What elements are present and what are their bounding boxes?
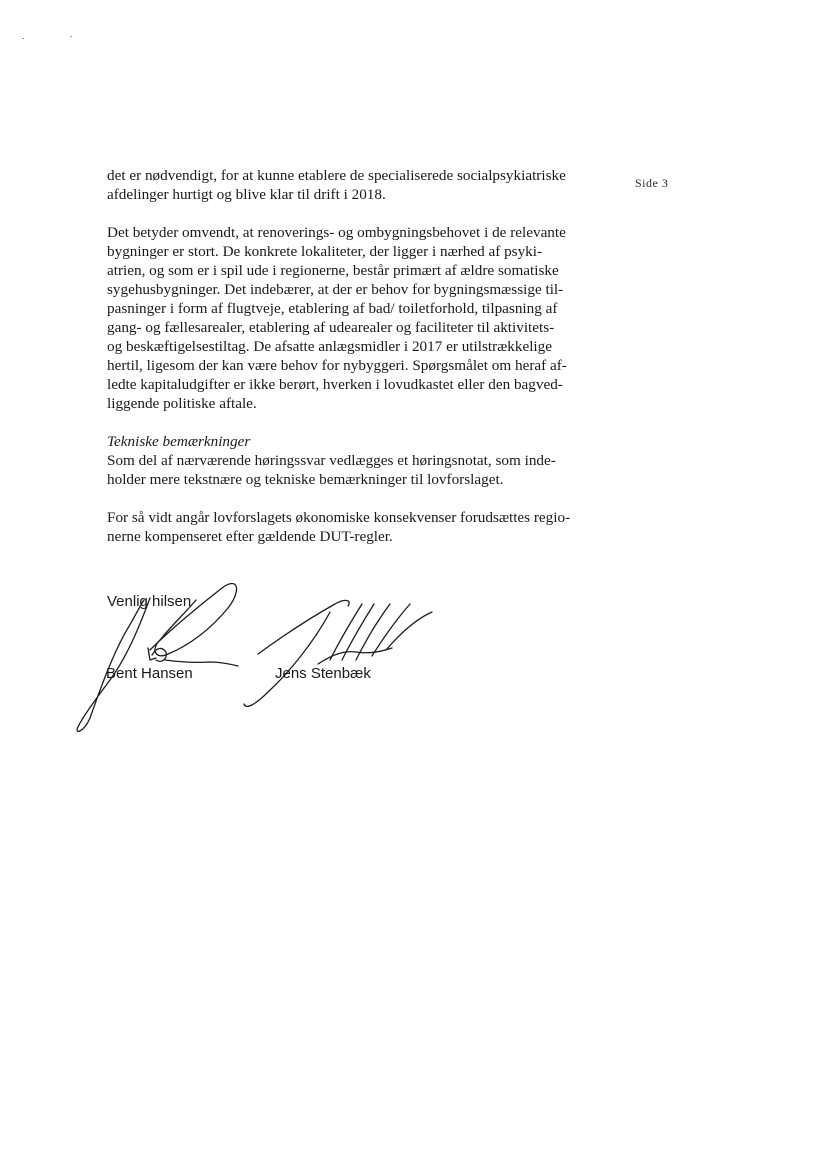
paragraph-1 xyxy=(107,166,602,204)
text-line: nerne kompenseret efter gældende DUT-regler. xyxy=(107,528,393,545)
signature-2-descender xyxy=(244,612,330,706)
text-line: holder mere tekstnære og tekniske bemærkninger til lovforslaget. xyxy=(107,471,504,488)
text-line: afdelinger hurtigt og blive klar til drift i 2018. xyxy=(107,186,386,203)
text-line: hertil, ligesom der kan være behov for nybyggeri. Spørgsmålet om heraf af- xyxy=(107,357,567,374)
text-line: og beskæftigelsestiltag. De afsatte anlægsmidler i 2017 er utilstrækkelige xyxy=(107,338,552,355)
paragraph-2 xyxy=(107,223,602,413)
text-line: sygehusbygninger. Det indebærer, at der er behov for bygningsmæssige til- xyxy=(107,281,564,298)
text-line: bygninger er stort. De konkrete lokaliteter, der ligger i nærhed af psyki- xyxy=(107,243,543,260)
signature-2-stroke xyxy=(258,600,349,654)
letter-body xyxy=(107,166,602,546)
text-line: liggende politiske aftale. xyxy=(107,395,257,412)
signature-2-flourish xyxy=(330,604,432,660)
text-line: For så vidt angår lovforslagets økonomiske konsekvenser forudsættes regio- xyxy=(107,509,571,526)
text-line: det er nødvendigt, for at kunne etablere de specialiserede socialpsykiatriske xyxy=(107,167,566,184)
paragraph-3 xyxy=(107,432,602,489)
text-line: Det betyder omvendt, at renoverings- og ombygningsbehovet i de relevante xyxy=(107,224,566,241)
scan-speck xyxy=(22,38,24,39)
signer-name-1: Bent Hansen xyxy=(106,665,193,682)
text-line: gang- og fællesarealer, etablering af udearealer og faciliteter til aktivitets- xyxy=(107,319,555,336)
text-line: atrien, og som er i spil ude i regionerne, består primært af ældre somatiske xyxy=(107,262,559,279)
text-line: ledte kapitaludgifter er ikke berørt, hverken i lovudkastet eller den bagved- xyxy=(107,376,563,393)
signature-2-loop xyxy=(318,648,392,664)
page-number: Side 3 xyxy=(635,176,669,190)
section-heading: Tekniske bemærkninger xyxy=(107,433,251,450)
scan-speck xyxy=(70,36,72,37)
signature-1-hook xyxy=(148,648,156,660)
closing-greeting: Venlig hilsen xyxy=(107,593,192,610)
signature-1-detail xyxy=(152,648,166,661)
signer-name-2: Jens Stenbæk xyxy=(275,665,371,682)
paragraph-4 xyxy=(107,508,602,546)
text-line: Som del af nærværende høringssvar vedlægges et høringsnotat, som inde- xyxy=(107,452,556,469)
text-line: pasninger i form af flugtveje, etablering af bad/ toiletforhold, tilpasning af xyxy=(107,300,558,317)
